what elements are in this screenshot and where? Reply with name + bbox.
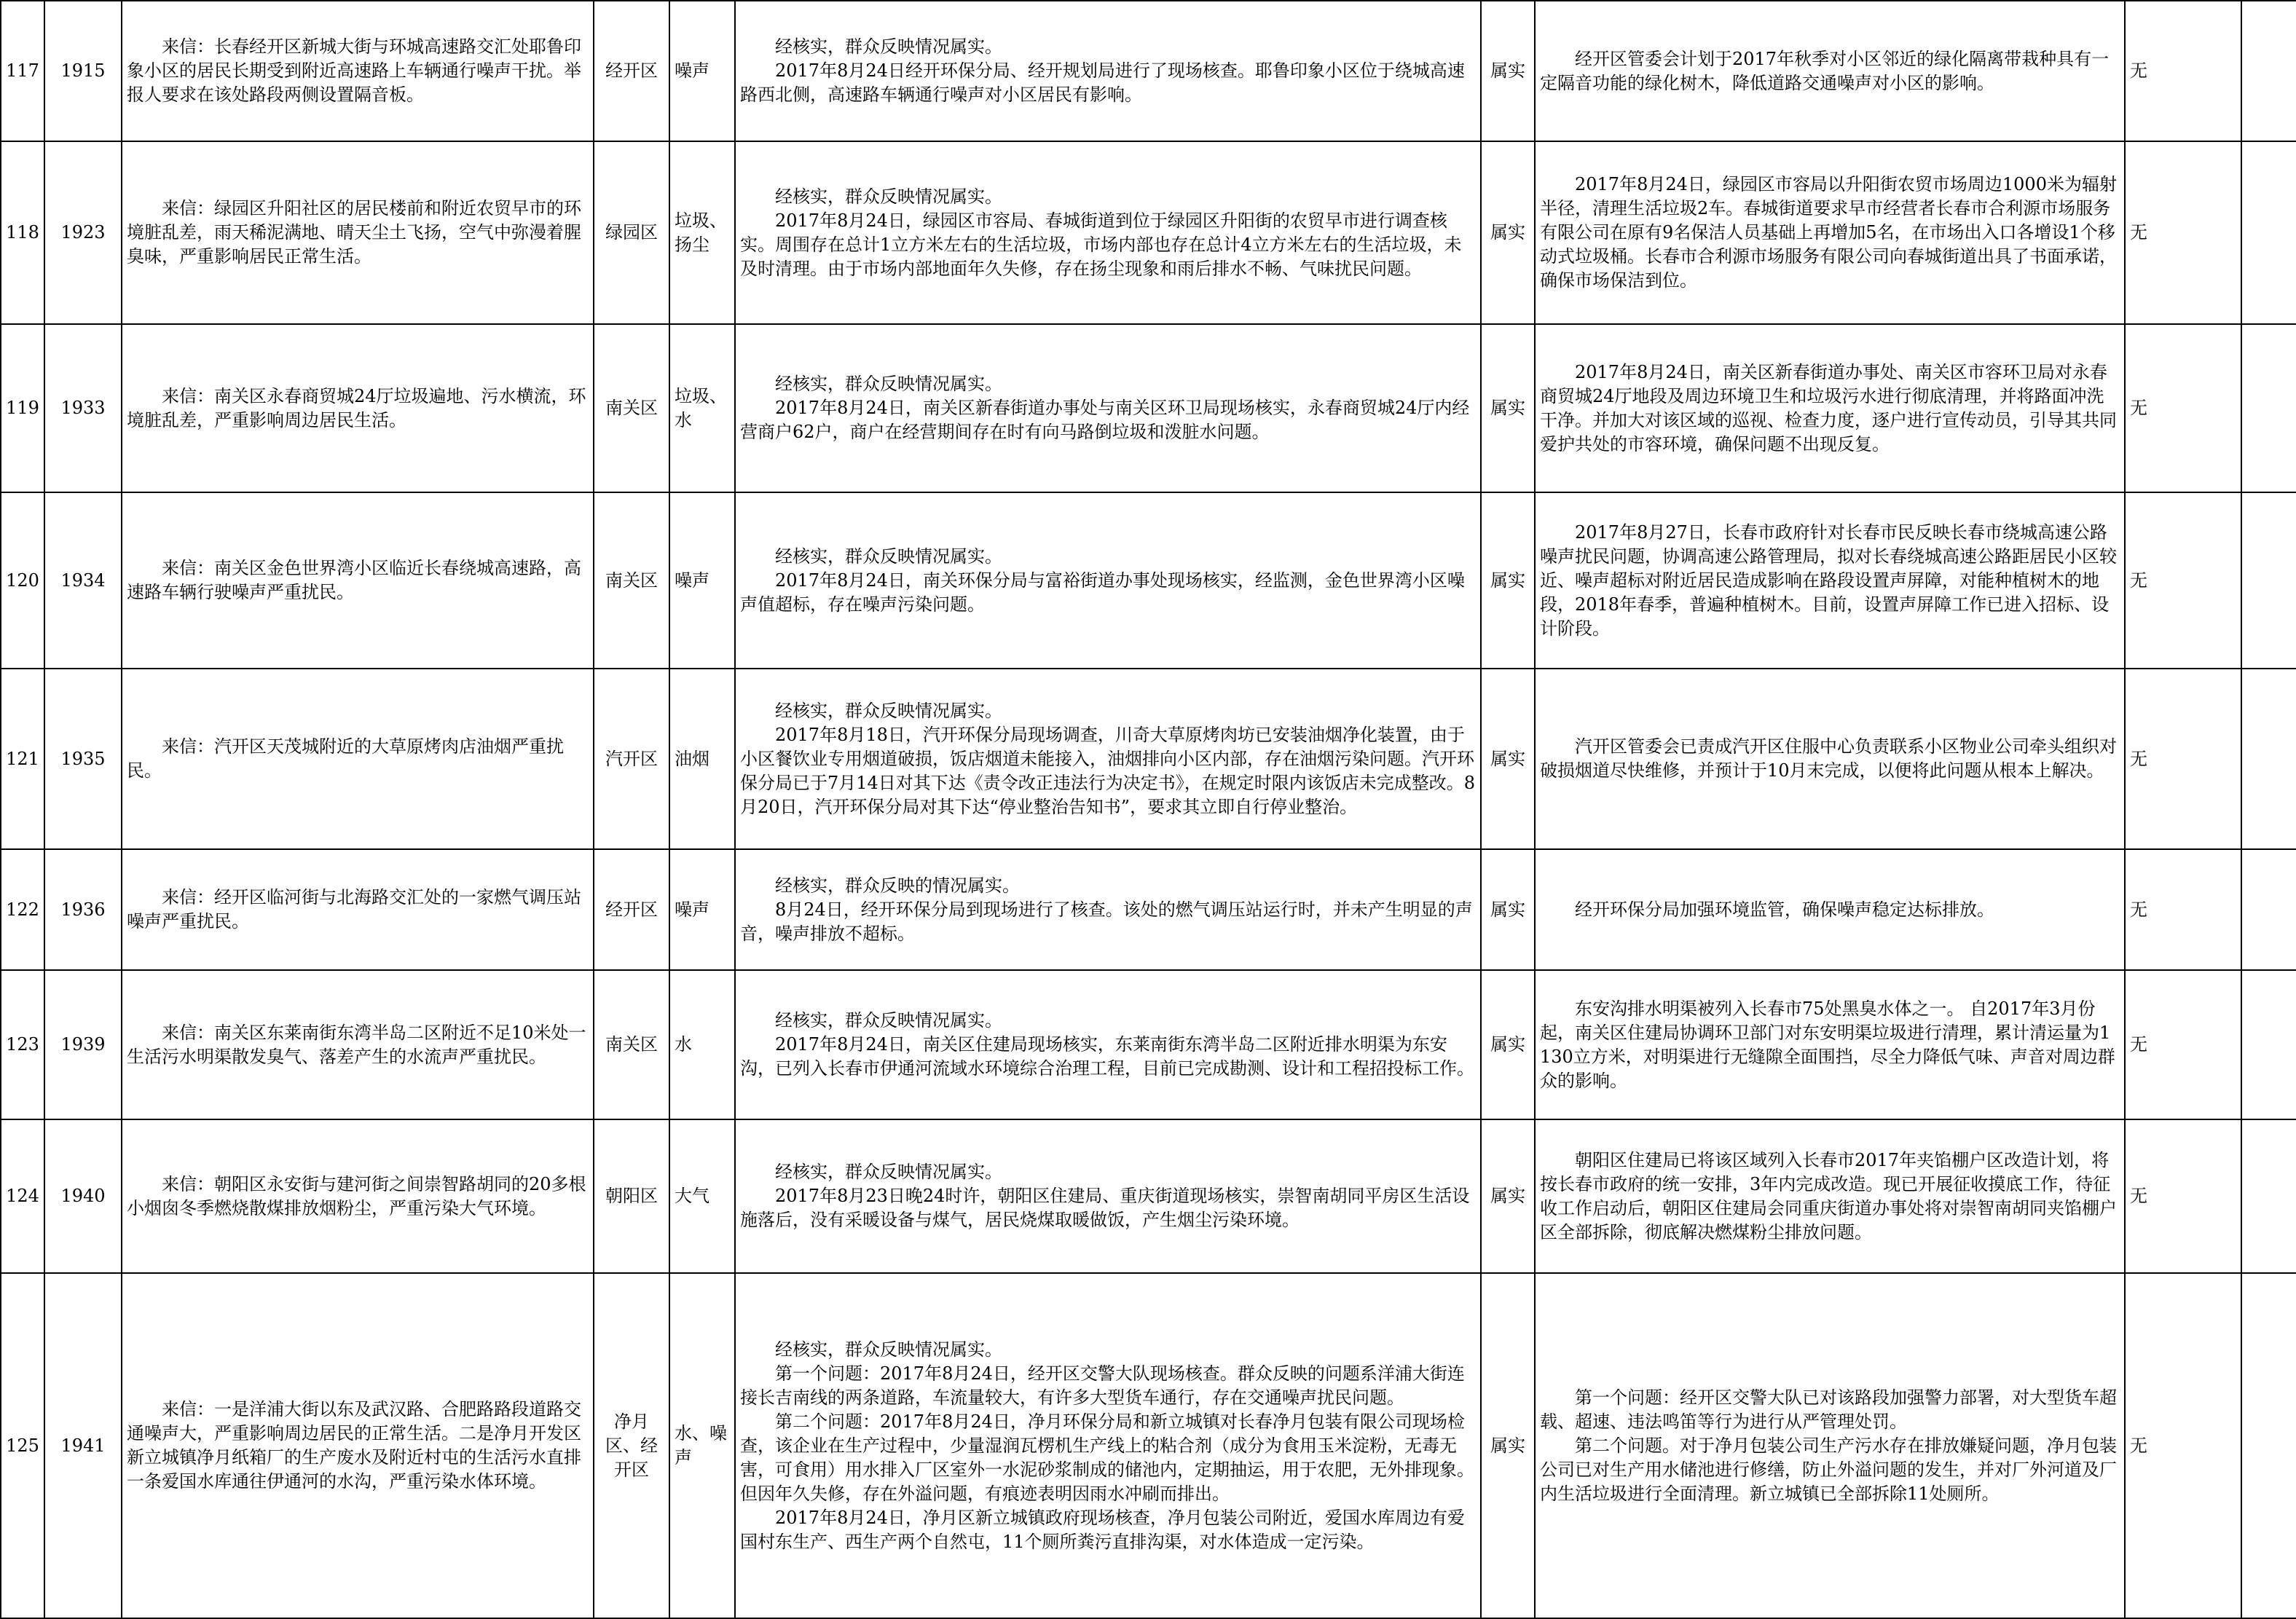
action-cell <box>1535 324 2125 492</box>
action-paragraph: 2017年8月27日，长春市政府针对长春市民反映长春市绕城高速公路噪声扰民问题，协调高速公路管理局，拟对长春绕城高速公路距居民小区较近、噪声超标对附近居民造成影响在路段设置声屏障，对能种植树木的地段，2018年春季，普遍种植树木。目前，设置声屏障工作已进入招标、设计阶段。 <box>1540 521 2117 639</box>
empty-cell <box>2241 324 2296 492</box>
complaint-text: 来信：朝阳区永安街与建河街之间崇智路胡同的20多根小烟囱冬季燃烧散煤排放烟粉尘，严重污染大气环境。 <box>127 1173 586 1218</box>
verification-paragraph: 2017年8月24日，绿园区市容局、春城街道到位于绿园区升阳街的农贸早市进行调查核实。周围存在总计1立方米左右的生活垃圾，市场内部也存在总计4立方米左右的生活垃圾，未及时清理。由于市场内部地面年久失修，存在扬尘现象和雨后排水不畅、气味扰民问题。 <box>740 210 1462 279</box>
verification-paragraph: 2017年8月24日，净月区新立城镇政府现场核查，净月包装公司附近，爱国水库周边有爱国村东生产、西生产两个自然屯，11个厕所粪污直排沟渠，对水体造成一定污染。 <box>740 1507 1465 1552</box>
complaint-text: 来信：南关区东莱南街东湾半岛二区附近不足10米处一生活污水明渠散发臭气、落差产生的水流声严重扰民。 <box>127 1022 586 1067</box>
verification-paragraph: 经核实，群众反映情况属实。 <box>775 374 1002 394</box>
pollution-type-cell: 垃圾、扬尘 <box>669 141 735 324</box>
accountability-cell: 无 <box>2125 324 2241 492</box>
row-index-cell: 118 <box>1 141 44 324</box>
complaint-cell <box>122 1273 594 1618</box>
pollution-type-cell: 噪声 <box>669 492 735 669</box>
case-number-cell: 1934 <box>44 492 122 669</box>
action-cell <box>1535 1119 2125 1273</box>
verification-paragraph: 第一个问题：2017年8月24日，经开区交警大队现场核查。群众反映的问题系洋浦大街连接长吉南线的两条道路，车流量较大，有许多大型货车通行，存在交通噪声扰民问题。 <box>740 1363 1465 1408</box>
district-cell: 净月区、经开区 <box>594 1273 669 1618</box>
case-number-cell: 1915 <box>44 1 122 141</box>
accountability-cell: 无 <box>2125 141 2241 324</box>
table-row <box>1 1119 2296 1273</box>
pollution-type-cell: 大气 <box>669 1119 735 1273</box>
complaint-cell <box>122 1119 594 1273</box>
action-cell <box>1535 1 2125 141</box>
complaint-cell <box>122 970 594 1119</box>
empty-cell <box>2241 669 2296 849</box>
table-row <box>1 970 2296 1119</box>
district-cell: 南关区 <box>594 324 669 492</box>
verification-cell <box>735 1119 1481 1273</box>
action-paragraph: 汽开区管委会已责成汽开区住服中心负责联系小区物业公司牵头组织对破损烟道尽快维修，并预计于10月末完成，以便将此问题从根本上解决。 <box>1540 736 2117 781</box>
accountability-cell: 无 <box>2125 970 2241 1119</box>
district-cell: 经开区 <box>594 849 669 970</box>
verification-cell <box>735 324 1481 492</box>
complaint-text: 来信：南关区永春商贸城24厅垃圾遍地、污水横流，环境脏乱差，严重影响周边居民生活。 <box>127 385 586 430</box>
verification-cell <box>735 669 1481 849</box>
district-cell: 绿园区 <box>594 141 669 324</box>
verification-paragraph: 经核实，群众反映情况属实。 <box>775 545 1002 567</box>
verification-paragraph: 第二个问题：2017年8月24日，净月环保分局和新立城镇对长春净月包装有限公司现场检查，该企业在生产过程中，少量湿润瓦楞机生产线上的粘合剂（成分为食用玉米淀粉，无毒无害，可食用）用水排入厂区室外一水泥砂浆制成的储池内，定期抽运，用于农肥，无外排现象。但因年久失修，存在外溢问题，有痕迹表明因雨水冲刷而排出。 <box>740 1411 1474 1504</box>
district-cell: 经开区 <box>594 1 669 141</box>
verification-paragraph: 2017年8月18日，汽开环保分局现场调查，川奇大草原烤肉坊已安装油烟净化装置，由于小区餐饮业专用烟道破损，饭店烟道未能接入，油烟排向小区内部，存在油烟污染问题。汽开环保分局已于7月14日对其下达《责令改正违法行为决定书》，在规定时限内该饭店未完成整改。8月20日，汽开环保分局对其下达“停业整治告知书”，要求其立即自行停业整治。 <box>740 724 1476 817</box>
complaint-cell <box>122 849 594 970</box>
result-cell: 属实 <box>1481 324 1535 492</box>
verification-cell <box>735 970 1481 1119</box>
result-cell: 属实 <box>1481 1273 1535 1618</box>
result-cell: 属实 <box>1481 849 1535 970</box>
verification-paragraph: 经核实，群众反映情况属实。 <box>775 36 1002 57</box>
row-index-cell: 119 <box>1 324 44 492</box>
verification-paragraph: 2017年8月24日，南关区住建局现场核实，东莱南街东湾半岛二区附近排水明渠为东安沟，已列入长春市伊通河流域水环境综合治理工程，目前已完成勘测、设计和工程招投标工作。 <box>740 1034 1474 1079</box>
action-paragraph: 经开环保分局加强环境监管，确保噪声稳定达标排放。 <box>1575 899 1994 920</box>
complaint-cell <box>122 669 594 849</box>
district-cell: 南关区 <box>594 970 669 1119</box>
table-row <box>1 324 2296 492</box>
empty-cell <box>2241 1273 2296 1618</box>
empty-cell <box>2241 141 2296 324</box>
accountability-cell: 无 <box>2125 492 2241 669</box>
verification-paragraph: 经核实，群众反映的情况属实。 <box>775 875 1020 896</box>
empty-cell <box>2241 1119 2296 1273</box>
case-number-cell: 1923 <box>44 141 122 324</box>
pollution-type-cell: 噪声 <box>669 1 735 141</box>
table-row <box>1 1 2296 141</box>
result-cell: 属实 <box>1481 141 1535 324</box>
verification-paragraph: 经核实，群众反映情况属实。 <box>775 1162 1002 1182</box>
result-cell: 属实 <box>1481 970 1535 1119</box>
verification-paragraph: 2017年8月24日，南关环保分局与富裕街道办事处现场核实，经监测，金色世界湾小区噪声值超标，存在噪声污染问题。 <box>740 570 1465 615</box>
action-paragraph: 东安沟排水明渠被列入长春市75处黑臭水体之一。 自2017年3月份起，南关区住建局协调环卫部门对东安明渠垃圾进行清理，累计清运量为1130立方米，对明渠进行无缝隙全面围挡，尽全力降低气味、声音对周边群众的影响。 <box>1540 998 2115 1091</box>
result-cell: 属实 <box>1481 669 1535 849</box>
case-number-cell: 1939 <box>44 970 122 1119</box>
complaint-cell <box>122 492 594 669</box>
accountability-cell: 无 <box>2125 849 2241 970</box>
row-index-cell: 117 <box>1 1 44 141</box>
action-cell <box>1535 492 2125 669</box>
accountability-cell: 无 <box>2125 669 2241 849</box>
action-paragraph: 朝阳区住建局已将该区域列入长春市2017年夹馅棚户区改造计划，将按长春市政府的统一安排，3年内完成改造。现已开展征收摸底工作，待征收工作启动后，朝阳区住建局会同重庆街道办事处将对崇智南胡同夹馅棚户区全部拆除，彻底解决燃煤粉尘排放问题。 <box>1540 1149 2117 1242</box>
table-row <box>1 849 2296 970</box>
verification-cell <box>735 849 1481 970</box>
complaint-cell <box>122 324 594 492</box>
verification-paragraph: 2017年8月24日经开环保分局、经开规划局进行了现场核查。耶鲁印象小区位于绕城高速路西北侧，高速路车辆通行噪声对小区居民有影响。 <box>740 60 1465 105</box>
action-cell <box>1535 669 2125 849</box>
complaint-text: 来信：长春经开区新城大街与环城高速路交汇处耶鲁印象小区的居民长期受到附近高速路上车辆通行噪声干扰。举报人要求在该处路段两侧设置隔音板。 <box>127 36 581 105</box>
action-paragraph: 第二个问题。对于净月包装公司生产污水存在排放嫌疑问题，净月包装公司已对生产用水储池进行修缮，防止外溢问题的发生，并对厂外河道及厂内生活垃圾进行全面清理。新立城镇已全部拆除11处厕所。 <box>1540 1435 2117 1504</box>
table-row <box>1 141 2296 324</box>
empty-cell <box>2241 492 2296 669</box>
verification-paragraph: 经核实，群众反映情况属实。 <box>775 1010 1002 1031</box>
district-cell: 南关区 <box>594 492 669 669</box>
action-cell <box>1535 141 2125 324</box>
action-cell <box>1535 970 2125 1119</box>
verification-cell <box>735 492 1481 669</box>
complaint-text: 来信：经开区临河街与北海路交汇处的一家燃气调压站噪声严重扰民。 <box>127 887 581 931</box>
empty-cell <box>2241 970 2296 1119</box>
accountability-cell: 无 <box>2125 1273 2241 1618</box>
empty-cell <box>2241 1 2296 141</box>
pollution-type-cell: 水 <box>669 970 735 1119</box>
table-row <box>1 669 2296 849</box>
case-number-cell: 1940 <box>44 1119 122 1273</box>
verification-paragraph: 经核实，群众反映情况属实。 <box>775 186 1002 207</box>
result-cell: 属实 <box>1481 492 1535 669</box>
row-index-cell: 122 <box>1 849 44 970</box>
verification-paragraph: 2017年8月24日，南关区新春街道办事处与南关区环卫局现场核实，永春商贸城24厅内经营商户62户，商户在经营期间存在时有向马路倒垃圾和泼脏水问题。 <box>740 398 1470 442</box>
verification-cell <box>735 1273 1481 1618</box>
row-index-cell: 123 <box>1 970 44 1119</box>
row-index-cell: 125 <box>1 1273 44 1618</box>
verification-paragraph: 8月24日，经开环保分局到现场进行了核查。该处的燃气调压站运行时，并未产生明显的声音，噪声排放不超标。 <box>740 899 1473 944</box>
case-number-cell: 1941 <box>44 1273 122 1618</box>
complaint-text: 来信：一是洋浦大街以东及武汉路、合肥路路段道路交通噪声大，严重影响周边居民的正常生活。二是净月开发区新立城镇净月纸箱厂的生产废水及附近村屯的生活污水直排一条爱国水库通往伊通河的水沟，严重污染水体环境。 <box>127 1399 581 1492</box>
action-cell <box>1535 849 2125 970</box>
pollution-type-cell: 垃圾、水 <box>669 324 735 492</box>
district-cell: 朝阳区 <box>594 1119 669 1273</box>
verification-paragraph: 经核实，群众反映情况属实。 <box>775 700 1002 721</box>
empty-cell <box>2241 849 2296 970</box>
complaint-text: 来信：汽开区天茂城附近的大草原烤肉店油烟严重扰民。 <box>127 736 564 781</box>
complaint-text: 来信：绿园区升阳社区的居民楼前和附近农贸早市的环境脏乱差，雨天稀泥满地、晴天尘土飞扬，空气中弥漫着腥臭味，严重影响居民正常生活。 <box>127 198 581 267</box>
result-cell: 属实 <box>1481 1 1535 141</box>
action-paragraph: 2017年8月24日，绿园区市容局以升阳街农贸市场周边1000米为辐射半径，清理生活垃圾2车。春城街道要求早市经营者长春市合利源市场服务有限公司在原有9名保洁人员基础上再增加5名，在市场出入口各增设1个移动式垃圾桶。长春市合利源市场服务有限公司向春城街道出具了书面承诺，确保市场保洁到位。 <box>1540 174 2117 291</box>
complaint-cell <box>122 141 594 324</box>
accountability-cell: 无 <box>2125 1 2241 141</box>
pollution-type-cell: 水、噪声 <box>669 1273 735 1618</box>
action-paragraph: 经开区管委会计划于2017年秋季对小区邻近的绿化隔离带栽种具有一定隔音功能的绿化树木，降低道路交通噪声对小区的影响。 <box>1540 48 2110 93</box>
complaint-cell <box>122 1 594 141</box>
table-row <box>1 492 2296 669</box>
verification-paragraph: 经核实，群众反映情况属实。 <box>775 1339 1002 1360</box>
verification-cell <box>735 1 1481 141</box>
case-number-cell: 1935 <box>44 669 122 849</box>
verification-paragraph: 2017年8月23日晚24时许，朝阳区住建局、重庆街道现场核实，崇智南胡同平房区生活设施落后，没有采暖设备与煤气，居民烧煤取暖做饭，产生烟尘污染环境。 <box>740 1186 1470 1230</box>
pollution-type-cell: 油烟 <box>669 669 735 849</box>
action-paragraph: 第一个问题：经开区交警大队已对该路段加强警力部署，对大型货车超载、超速、违法鸣笛等行为进行从严管理处罚。 <box>1540 1387 2117 1432</box>
action-paragraph: 2017年8月24日，南关区新春街道办事处、南关区市容环卫局对永春商贸城24厅地段及周边环境卫生和垃圾污水进行彻底清理，并将路面冲洗干净。并加大对该区域的巡视、检查力度，逐户进行宣传动员，引导其共同爱护共处的市容环境，确保问题不出现反复。 <box>1540 361 2117 454</box>
row-index-cell: 124 <box>1 1119 44 1273</box>
district-cell: 汽开区 <box>594 669 669 849</box>
case-number-cell: 1933 <box>44 324 122 492</box>
row-index-cell: 121 <box>1 669 44 849</box>
table-row <box>1 1273 2296 1618</box>
complaint-text: 来信：南关区金色世界湾小区临近长春绕城高速路，高速路车辆行驶噪声严重扰民。 <box>127 558 581 602</box>
table-body <box>1 1 2296 1618</box>
result-cell: 属实 <box>1481 1119 1535 1273</box>
action-cell <box>1535 1273 2125 1618</box>
case-number-cell: 1936 <box>44 849 122 970</box>
row-index-cell: 120 <box>1 492 44 669</box>
verification-cell <box>735 141 1481 324</box>
accountability-cell: 无 <box>2125 1119 2241 1273</box>
pollution-type-cell: 噪声 <box>669 849 735 970</box>
